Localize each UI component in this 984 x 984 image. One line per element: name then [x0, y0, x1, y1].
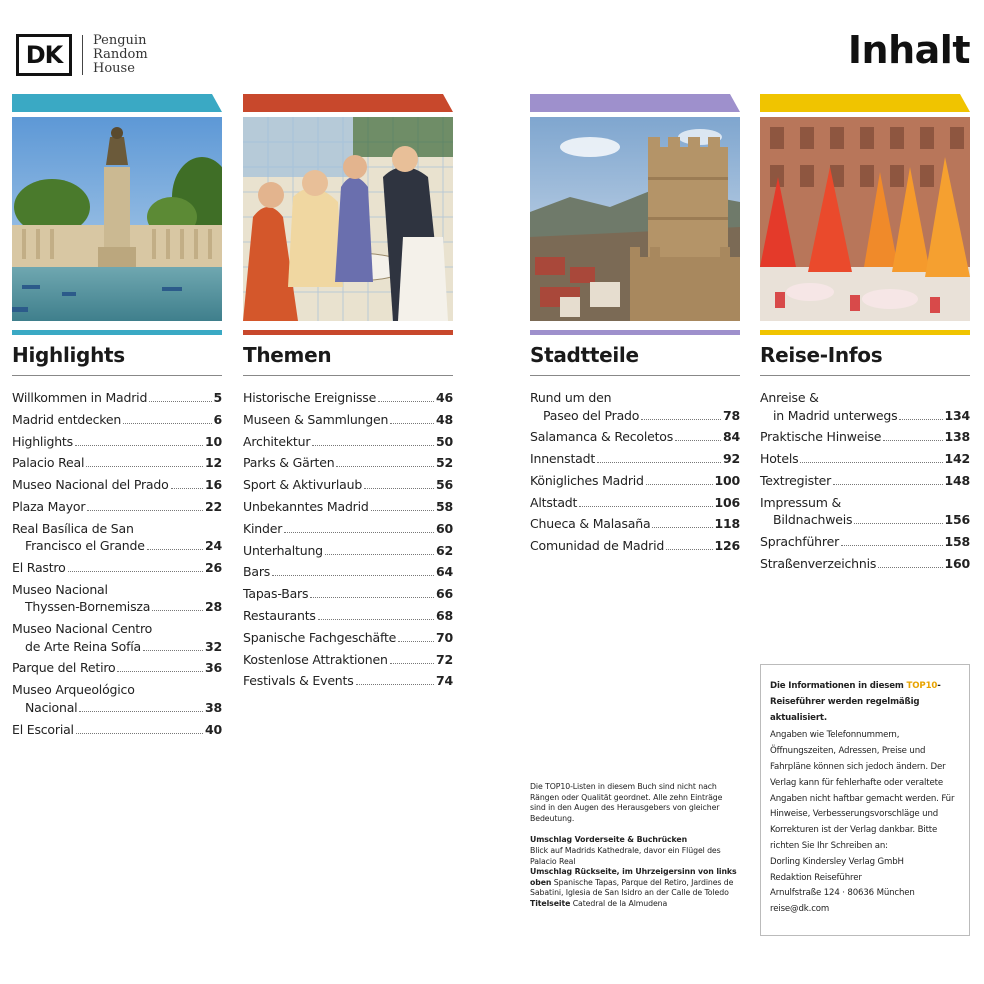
retiro-monument-image	[12, 117, 222, 321]
section-rule	[12, 330, 222, 335]
toc-list	[530, 389, 740, 555]
contact-email[interactable]: reise@dk.com	[770, 904, 830, 915]
toc-entry[interactable]: Impressum & Bildnachweis 156	[760, 494, 970, 528]
toc-entry[interactable]: Museo Nacional del Prado 16	[12, 477, 222, 493]
title-divider	[530, 375, 740, 376]
toc-entry[interactable]: Rund um den Paseo del Prado 78	[530, 390, 740, 423]
section-title: Reise-Infos	[760, 343, 883, 367]
toc-entry[interactable]: Festivals & Events 74	[243, 673, 453, 689]
toc-entry[interactable]: Hotels 142	[760, 451, 970, 467]
address-line: Arnulfstraße 124 · 80636 München	[770, 888, 915, 899]
address-line: Redaktion Reiseführer	[770, 872, 862, 883]
photo-tile-mural	[243, 117, 453, 321]
publisher-line: House	[93, 61, 135, 76]
toc-entry[interactable]: Chueca & Malasaña 118	[530, 516, 740, 532]
address-line: Dorling Kindersley Verlag GmbH	[770, 856, 904, 867]
toc-entry[interactable]: Palacio Real 12	[12, 455, 222, 471]
toc-entry[interactable]: Unbekanntes Madrid 58	[243, 498, 453, 514]
cover-credits-note	[530, 782, 740, 910]
publisher-logo	[16, 34, 148, 76]
toc-entry[interactable]: Straßenverzeichnis 160	[760, 555, 970, 571]
toc-entry[interactable]: Parks & Gärten 52	[243, 455, 453, 471]
publisher-address	[770, 855, 961, 918]
top10-note: Die TOP10-Listen in diesem Buch sind nicht nach Rängen oder Qualität geordnet. Alle zehn Einträge sind in den Augen des Herausgebers von gleicher Bedeutung.	[530, 782, 723, 823]
section-title: Highlights	[12, 343, 125, 367]
toc-entry[interactable]: Tapas-Bars 66	[243, 586, 453, 602]
publisher-line: Penguin	[93, 33, 147, 48]
update-info-box	[760, 664, 970, 936]
toc-entry[interactable]: Comunidad de Madrid 126	[530, 538, 740, 554]
section-themen	[243, 94, 453, 694]
toc-entry[interactable]: Historische Ereignisse 46	[243, 390, 453, 405]
cover-credits	[530, 835, 740, 909]
back-cover-label: Umschlag Rückseite, im Uhrzeigersinn von links oben	[530, 867, 737, 887]
toc-entry[interactable]: Praktische Hinweise 138	[760, 429, 970, 445]
toc-entry[interactable]: El Rastro 26	[12, 560, 222, 576]
toc-entry[interactable]: Museo Arqueológico Nacional 38	[12, 682, 222, 715]
toc-list	[760, 389, 970, 572]
toc-entry[interactable]: Architektur 50	[243, 433, 453, 449]
top10-accent: TOP10	[906, 681, 938, 691]
toc-entry[interactable]: Restaurants 68	[243, 607, 453, 623]
section-rule	[530, 330, 740, 335]
photo-retiro-monument	[12, 117, 222, 321]
toc-entry[interactable]: Salamanca & Recoletos 84	[530, 429, 740, 445]
section-color-tab	[243, 94, 453, 112]
toc-entry[interactable]: Parque del Retiro 36	[12, 660, 222, 676]
toc-entry[interactable]: Innenstadt 92	[530, 451, 740, 467]
page-title: Inhalt	[847, 28, 970, 72]
toc-entry[interactable]: Willkommen in Madrid 5	[12, 390, 222, 405]
info-box-body: Angaben wie Telefonnummern, Öffnungszeiten, Adressen, Preise und Fahrpläne können sich jedoch ändern. Der Verlag kann für fehlerhafte oder veraltete Angaben nicht haftbar gemacht werden. Für Hinweise, Verbesserungsvorschläge und Korrekturen ist der Verlag dankbar. Bitte richten Sie Ihr Schreiben an:	[770, 730, 955, 851]
logo-divider	[82, 35, 83, 75]
dk-logo: DK	[16, 34, 72, 76]
toc-entry[interactable]: Spanische Fachgeschäfte 70	[243, 629, 453, 645]
toc-entry[interactable]: Museen & Sammlungen 48	[243, 411, 453, 427]
section-highlights	[12, 94, 222, 742]
section-color-tab	[760, 94, 970, 112]
toc-entry[interactable]: Plaza Mayor 22	[12, 498, 222, 514]
toc-entry[interactable]: Real Basílica de San Francisco el Grande 24	[12, 520, 222, 554]
toc-entry[interactable]: Kostenlose Attraktionen 72	[243, 651, 453, 667]
toc-entry[interactable]: Unterhaltung 62	[243, 542, 453, 558]
section-stadtteile	[530, 94, 740, 559]
back-cover-text: Spanische Tapas, Parque del Retiro, Jardines de Sabatini, Iglesia de San Isidro an der Calle de Toledo	[530, 877, 734, 898]
title-page-text: Catedral de la Almudena	[572, 898, 668, 908]
front-cover-label: Umschlag Vorderseite & Buchrücken	[530, 835, 688, 845]
section-rule	[243, 330, 453, 335]
castle-tower-image	[530, 117, 740, 321]
tile-mural-image	[243, 117, 453, 321]
toc-entry[interactable]: Highlights 10	[12, 433, 222, 449]
section-color-tab	[530, 94, 740, 112]
toc-list	[243, 389, 453, 690]
section-color-tab	[12, 94, 222, 112]
toc-entry[interactable]: Textregister 148	[760, 472, 970, 488]
toc-entry[interactable]: Anreise & in Madrid unterwegs 134	[760, 390, 970, 423]
toc-entry[interactable]: Sport & Aktivurlaub 56	[243, 477, 453, 493]
photo-plaza-mayor-umbrellas	[760, 117, 970, 321]
toc-entry[interactable]: El Escorial 40	[12, 721, 222, 737]
front-cover-text: Blick auf Madrids Kathedrale, davor ein Flügel des Palacio Real	[530, 845, 721, 866]
title-divider	[243, 375, 453, 376]
toc-list	[12, 389, 222, 738]
title-divider	[12, 375, 222, 376]
toc-entry[interactable]: Madrid entdecken 6	[12, 411, 222, 427]
info-box-heading: Die Informationen in diesem TOP10-Reiseführer werden regelmäßig aktualisiert.	[770, 681, 941, 723]
section-title: Themen	[243, 343, 332, 367]
toc-entry[interactable]: Sprachführer 158	[760, 533, 970, 549]
photo-castle-tower	[530, 117, 740, 321]
toc-entry[interactable]: Kinder 60	[243, 520, 453, 536]
section-reise-infos	[760, 94, 970, 577]
toc-entry[interactable]: Bars 64	[243, 564, 453, 580]
plaza-umbrellas-image	[760, 117, 970, 321]
title-page-label: Titelseite	[530, 898, 571, 908]
toc-entry[interactable]: Museo Nacional Centro de Arte Reina Sofía 32	[12, 621, 222, 654]
toc-entry[interactable]: Museo Nacional Thyssen-Bornemisza 28	[12, 581, 222, 615]
toc-entry[interactable]: Königliches Madrid 100	[530, 472, 740, 488]
publisher-line: Random	[93, 47, 148, 62]
title-divider	[760, 375, 970, 376]
section-title: Stadtteile	[530, 343, 639, 367]
toc-entry[interactable]: Altstadt 106	[530, 494, 740, 510]
section-rule	[760, 330, 970, 335]
penguin-random-house-logo	[93, 34, 148, 76]
